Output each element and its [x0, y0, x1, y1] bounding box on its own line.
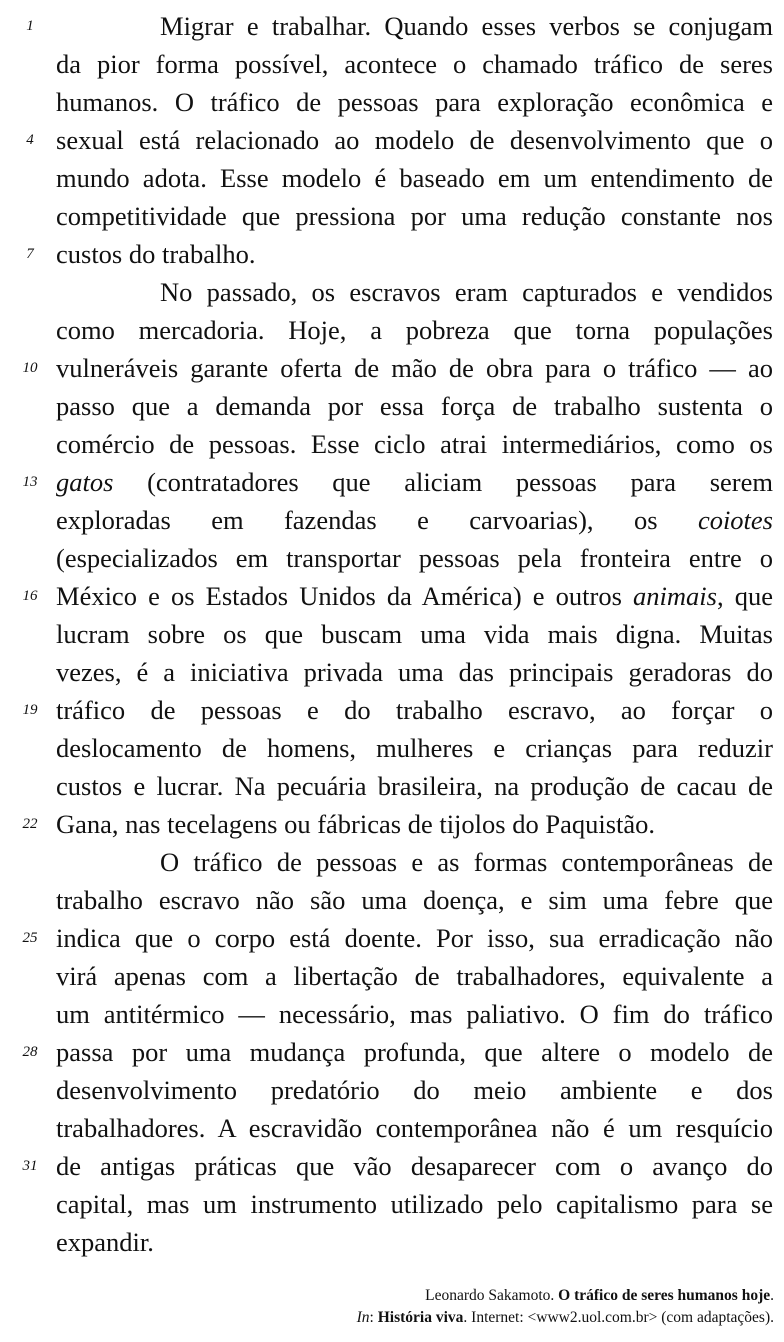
- text-line: [56, 691, 773, 729]
- text-line: [56, 1185, 773, 1223]
- text-line-content: sexual está relacionado ao modelo de desenvolvimento que o: [56, 125, 773, 155]
- text-line-content: trabalhadores. A escravidão contemporânea não é um resquício: [56, 1113, 773, 1143]
- text-line-content: custos do trabalho.: [56, 239, 256, 269]
- text-line: [56, 311, 773, 349]
- italic-term: coiotes: [697, 505, 773, 535]
- line-number: 31: [22, 1158, 38, 1174]
- line-number: 7: [26, 246, 34, 262]
- text-line: [56, 45, 773, 83]
- text-line-content: No passado, os escravos eram capturados e vendidos: [160, 277, 773, 307]
- text-line-content: trabalho escravo não são uma doença, e sim uma febre que: [56, 885, 773, 915]
- text-line: [160, 273, 773, 311]
- source-internet: . Internet: <www2.uol.com.br> (com adaptações).: [463, 1309, 774, 1326]
- line-number: 28: [22, 1044, 38, 1060]
- text-line: [160, 7, 773, 45]
- text-line-content: (especializados em transportar pessoas pela fronteira entre o: [56, 543, 773, 573]
- text-line: [56, 577, 773, 615]
- text-line-content: como mercadoria. Hoje, a pobreza que torna populações: [56, 315, 773, 345]
- text-line-content: Migrar e trabalhar. Quando esses verbos se conjugam: [160, 11, 773, 41]
- text-line-content: capital, mas um instrumento utilizado pelo capitalismo para se: [56, 1189, 773, 1219]
- text-line-content: México e os Estados Unidos da América) e outros: [56, 581, 634, 611]
- text-line: [56, 197, 773, 235]
- italic-term: animais: [633, 581, 717, 611]
- text-line: [56, 729, 773, 767]
- line-number: 10: [22, 360, 38, 376]
- text-line-content: mundo adota. Esse modelo é baseado em um entendimento de: [56, 163, 773, 193]
- text-line: [56, 349, 773, 387]
- text-line: [56, 539, 773, 577]
- line-number: 1: [26, 18, 34, 34]
- text-line: [56, 767, 773, 805]
- text-line: [56, 83, 773, 121]
- text-line-content: deslocamento de homens, mulheres e crianças para reduzir: [56, 733, 773, 763]
- text-line: [160, 843, 773, 881]
- text-line: [56, 881, 773, 919]
- source-title: O tráfico de seres humanos hoje: [558, 1287, 771, 1304]
- text-line-content: tráfico de pessoas e do trabalho escravo, ao forçar o: [56, 695, 773, 725]
- text-line-content: exploradas em fazendas e carvoarias), os: [56, 505, 698, 535]
- text-line-content: comércio de pessoas. Esse ciclo atrai intermediários, como os: [56, 429, 773, 459]
- source-punctuation: :: [369, 1309, 378, 1326]
- line-number: 13: [22, 474, 38, 490]
- italic-term: gatos: [56, 467, 114, 497]
- text-line-content: competitividade que pressiona por uma redução constante nos: [56, 201, 773, 231]
- line-number: 19: [22, 702, 38, 718]
- text-line: [56, 235, 773, 273]
- text-line: [56, 1223, 773, 1261]
- text-line-content: lucram sobre os que buscam uma vida mais digna. Muitas: [56, 619, 773, 649]
- text-line-content: um antitérmico — necessário, mas paliativo. O fim do tráfico: [56, 999, 773, 1029]
- text-line: [56, 995, 773, 1033]
- source-publication: História viva: [377, 1309, 464, 1326]
- text-line-content: custos e lucrar. Na pecuária brasileira, na produção de cacau de: [56, 771, 773, 801]
- line-number: 4: [26, 132, 34, 148]
- text-line-content: (contratadores que aliciam pessoas para serem: [113, 467, 773, 497]
- text-line-content: virá apenas com a libertação de trabalhadores, equivalente a: [56, 961, 773, 991]
- text-line: [56, 1071, 773, 1109]
- text-line: [56, 615, 773, 653]
- text-line: [56, 805, 773, 843]
- text-line: [56, 1109, 773, 1147]
- text-line-content: expandir.: [56, 1227, 154, 1257]
- text-line-content: humanos. O tráfico de pessoas para exploração econômica e: [56, 87, 773, 117]
- line-number: 25: [22, 930, 38, 946]
- text-line: [56, 1147, 773, 1185]
- text-line: [56, 425, 773, 463]
- text-line-content: da pior forma possível, acontece o chamado tráfico de seres: [56, 49, 773, 79]
- text-line-content: indica que o corpo está doente. Por isso, sua erradicação não: [56, 923, 773, 953]
- text-line-content: vezes, é a iniciativa privada uma das principais geradoras do: [56, 657, 773, 687]
- text-line: [56, 919, 773, 957]
- source-in-label: In: [356, 1309, 370, 1326]
- text-line: [56, 501, 773, 539]
- text-line-content: passo que a demanda por essa força de trabalho sustenta o: [56, 391, 773, 421]
- text-line: [56, 121, 773, 159]
- line-number: 16: [22, 588, 38, 604]
- text-line-content: , que: [716, 581, 773, 611]
- text-line-content: O tráfico de pessoas e as formas contemporâneas de: [160, 847, 773, 877]
- text-line-content: de antigas práticas que vão desaparecer com o avanço do: [56, 1151, 773, 1181]
- text-line: [56, 653, 773, 691]
- source-citation-line-1: [425, 1285, 774, 1307]
- text-line-content: vulneráveis garante oferta de mão de obra para o tráfico — ao: [56, 353, 773, 383]
- source-author: Leonardo Sakamoto.: [425, 1287, 555, 1304]
- text-line: [56, 387, 773, 425]
- text-line: [56, 1033, 773, 1071]
- text-line-content: desenvolvimento predatório do meio ambiente e dos: [56, 1075, 773, 1105]
- text-line: [56, 159, 773, 197]
- source-punctuation: .: [770, 1287, 774, 1304]
- source-citation-line-2: [357, 1307, 774, 1329]
- text-line: [56, 463, 773, 501]
- line-number: 22: [22, 816, 38, 832]
- text-line-content: Gana, nas tecelagens ou fábricas de tijolos do Paquistão.: [56, 809, 656, 839]
- text-line-content: passa por uma mudança profunda, que altere o modelo de: [56, 1037, 773, 1067]
- text-line: [56, 957, 773, 995]
